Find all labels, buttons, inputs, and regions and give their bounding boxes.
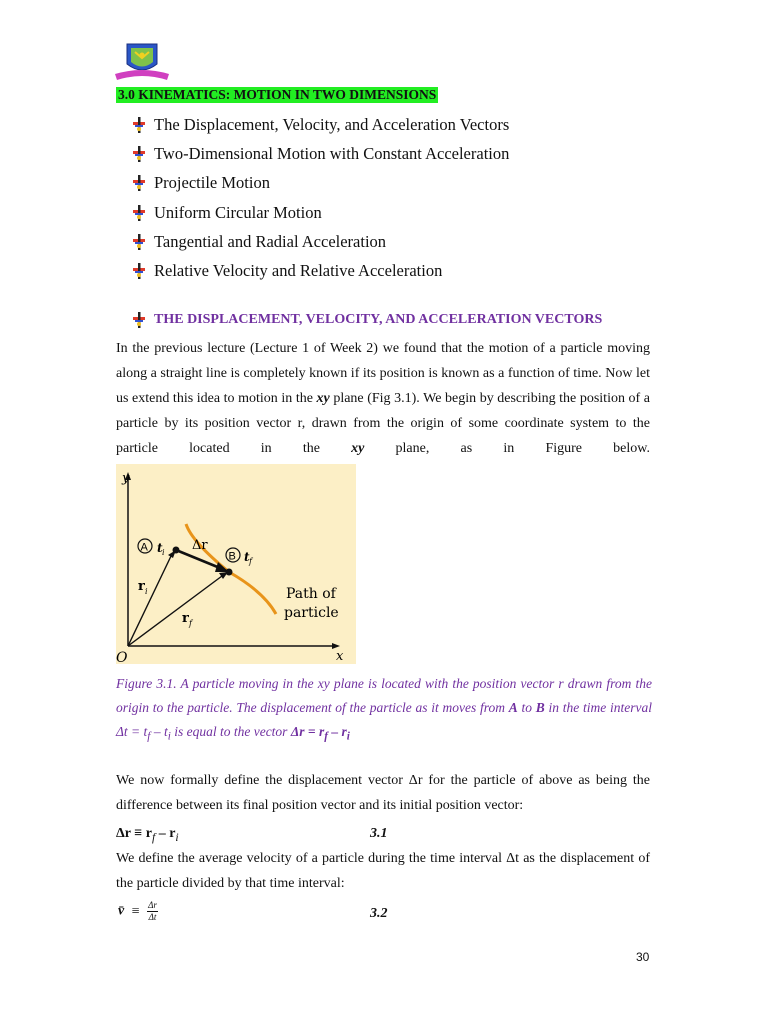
topic-label: Relative Velocity and Relative Acceleration xyxy=(154,261,443,281)
topic-list xyxy=(130,110,509,286)
section-title xyxy=(130,312,602,328)
section-title-text: THE DISPLACEMENT, VELOCITY, AND ACCELERATION VECTORS xyxy=(154,312,603,327)
point-b-label: B xyxy=(228,550,236,563)
y-axis-label: y xyxy=(122,471,130,486)
displacement-paragraph: We now formally define the displacement vector Δr for the particle of above as being the difference between its final position vector and its initial position vector: xyxy=(116,773,650,813)
pin-bullet-icon xyxy=(130,175,148,191)
equation-number-3-1: 3.1 xyxy=(370,826,388,841)
figure-caption: Figure 3.1. A particle moving in the xy plane is located with the position vector r drawn from the origin to the particle. The displacement of the particle as it moves from A to B in the time interval $\Delta t = t_f - t_i$ is equal to the vector $\Delta r = r_f - r_i$ xyxy=(116,676,652,743)
topic-item xyxy=(130,169,509,198)
topic-label: Tangential and Radial Acceleration xyxy=(154,231,387,251)
chapter-heading: 3.0 KINEMATICS: MOTION IN TWO DIMENSIONS xyxy=(118,87,437,102)
figure-3-1 xyxy=(116,464,356,664)
fraction: $\frac{\Delta r}{\Delta t}$ xyxy=(148,900,157,922)
svg-text:t: t xyxy=(157,541,163,555)
page-number: 30 xyxy=(636,950,650,964)
delta-r-label: Δr xyxy=(192,538,208,553)
pin-bullet-icon xyxy=(130,312,148,328)
topic-label: The Displacement, Velocity, and Acceleration Vectors xyxy=(154,114,510,134)
pin-bullet-icon xyxy=(130,117,148,133)
topic-label: Projectile Motion xyxy=(154,173,270,193)
r-i-vector xyxy=(128,554,172,646)
point-a-dot xyxy=(173,547,180,554)
svg-text:i: i xyxy=(145,587,148,596)
svg-text:f: f xyxy=(189,619,192,628)
point-a-label: A xyxy=(140,541,148,554)
equation-3-1: $\Delta r \equiv r_f - r_i$ xyxy=(116,826,179,844)
intro-paragraph: In the previous lecture (Lecture 1 of Week 2) we found that the motion of a particle moving along a straight line is completely known if its position is known as a function of time. Now let us extend this idea to motion in the xy plane (Fig 3.1). We begin by describing the position of a particle by its position vector r, drawn from the origin of some coordinate system to the particle located in the xy plane, as in Figure below. xyxy=(116,341,651,456)
topic-item xyxy=(130,198,509,227)
topic-item xyxy=(130,139,509,168)
university-logo xyxy=(113,40,171,82)
origin-label: O xyxy=(116,650,128,664)
topic-item xyxy=(130,256,509,285)
svg-text:f: f xyxy=(249,557,252,566)
topic-item xyxy=(130,110,509,139)
pin-bullet-icon xyxy=(130,146,148,162)
r-i-label: r xyxy=(138,579,145,594)
x-axis-label: x xyxy=(336,649,344,664)
r-f-label: r xyxy=(182,611,189,626)
path-label-line1: Path of xyxy=(286,586,336,602)
pin-bullet-icon xyxy=(130,263,148,279)
velocity-paragraph: We define the average velocity of a particle during the time interval Δt as the displacement of the particle divided by that time interval: xyxy=(116,851,650,891)
pin-bullet-icon xyxy=(130,234,148,250)
topic-item xyxy=(130,227,509,256)
topic-label: Two-Dimensional Motion with Constant Acceleration xyxy=(154,143,510,163)
equation-number-3-2: 3.2 xyxy=(370,906,388,921)
pin-bullet-icon xyxy=(130,205,148,221)
path-label-line2: particle xyxy=(284,605,339,621)
point-b-dot xyxy=(226,569,233,576)
equation-3-2: v̄ ≡ $\frac{\Delta r}{\Delta t}$ xyxy=(118,900,157,922)
svg-text:t: t xyxy=(244,550,250,564)
topic-label: Uniform Circular Motion xyxy=(154,202,322,222)
svg-text:i: i xyxy=(162,548,165,557)
